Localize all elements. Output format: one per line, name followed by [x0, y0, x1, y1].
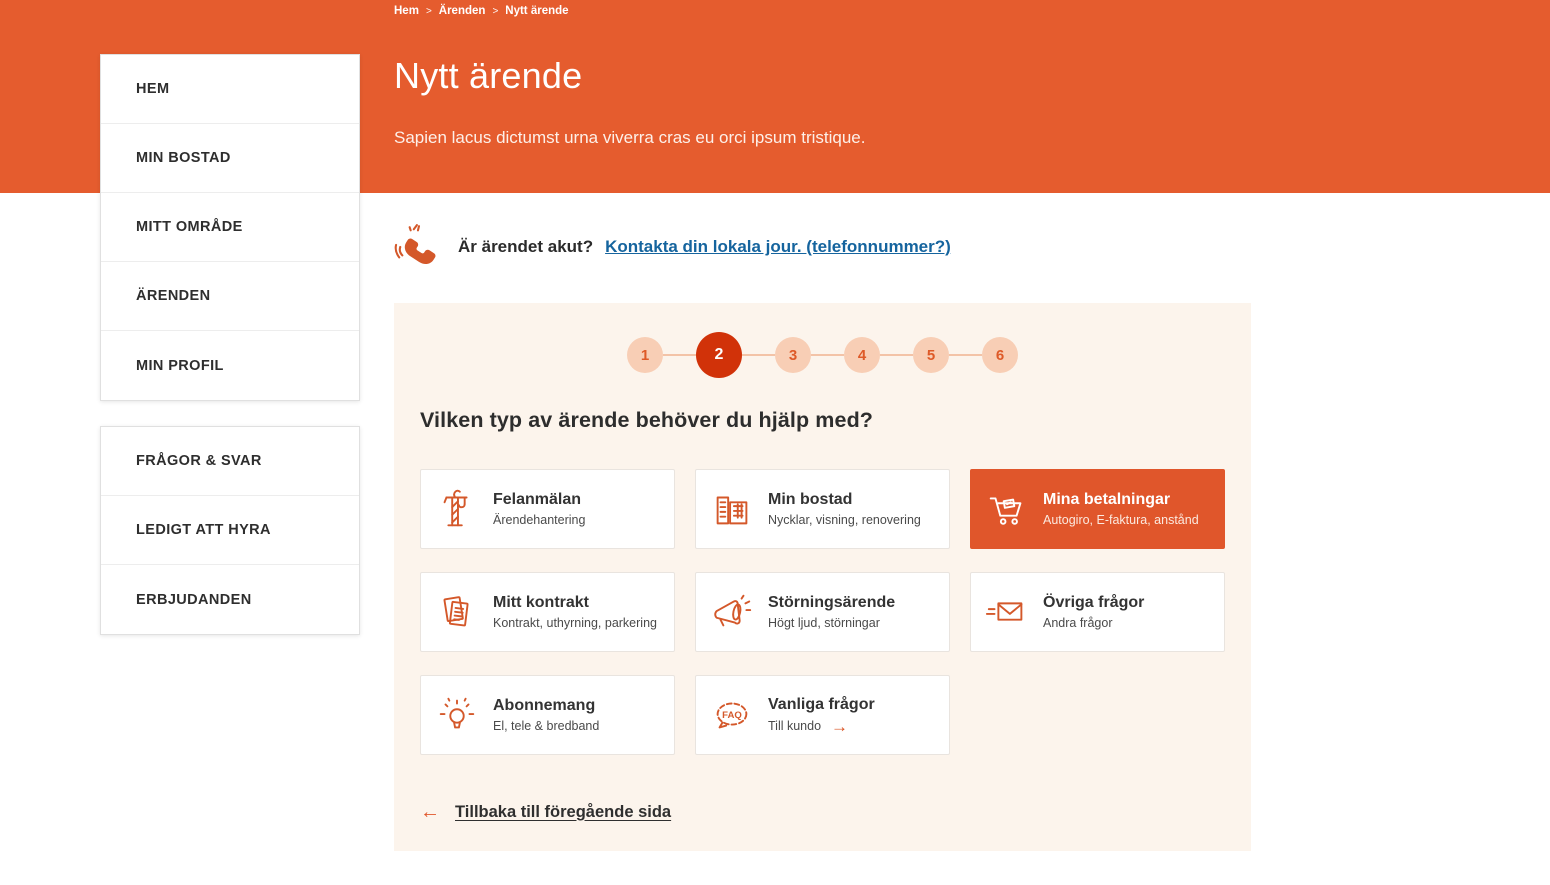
- step-3[interactable]: 3: [775, 337, 811, 373]
- sidebar-item-min-profil[interactable]: MIN PROFIL: [101, 331, 359, 400]
- breadcrumb-current: Nytt ärende: [505, 5, 569, 17]
- card-subtitle-text: Till kundo: [768, 719, 822, 733]
- card-text: [768, 696, 875, 735]
- card-title: Abonnemang: [493, 697, 596, 714]
- contract-icon: [434, 589, 480, 635]
- urgent-jour-link[interactable]: Kontakta din lokala jour. (telefonnummer?): [605, 237, 951, 256]
- card-min-bostad[interactable]: [695, 469, 950, 549]
- card-subtitle: Nycklar, visning, renovering: [768, 513, 921, 527]
- breadcrumb-arenden[interactable]: Ärenden: [438, 5, 486, 17]
- envelope-icon: [984, 589, 1030, 635]
- faq-icon: [709, 692, 755, 738]
- wizard-question: Vilken typ av ärende behöver du hjälp med?: [420, 408, 874, 432]
- arrow-left-icon: ←: [420, 801, 440, 823]
- lightbulb-icon: [434, 692, 480, 738]
- page-title: Nytt ärende: [394, 55, 583, 96]
- card-subtitle: Högt ljud, störningar: [768, 616, 880, 630]
- sidebar-primary-group: [100, 54, 360, 401]
- card-text: [768, 594, 895, 630]
- card-subtitle: Autogiro, E-faktura, anstånd: [1043, 513, 1199, 527]
- page-subtitle: Sapien lacus dictumst urna viverra cras eu orci ipsum tristique.: [394, 128, 866, 147]
- breadcrumb: [394, 5, 569, 17]
- step-6[interactable]: 6: [982, 337, 1018, 373]
- step-2-active[interactable]: 2: [696, 332, 742, 378]
- card-subtitle: Andra frågor: [1043, 616, 1113, 630]
- step-5[interactable]: 5: [913, 337, 949, 373]
- megaphone-icon: [709, 589, 755, 635]
- card-title: Mitt kontrakt: [493, 594, 589, 611]
- sidebar-item-fragor-svar[interactable]: FRÅGOR & SVAR: [101, 427, 359, 496]
- card-title: Felanmälan: [493, 491, 582, 508]
- urgent-contact-row: [394, 221, 951, 273]
- crane-icon: [434, 486, 480, 532]
- card-title: Mina betalningar: [1043, 491, 1171, 508]
- card-subtitle: Kontrakt, uthyrning, parkering: [493, 616, 657, 630]
- svg-text:FAQ: FAQ: [722, 709, 742, 721]
- card-text: [1043, 594, 1144, 630]
- urgent-question: Är ärendet akut?: [458, 237, 594, 256]
- card-subtitle: Ärendehantering: [493, 513, 586, 527]
- card-ovriga-fragor[interactable]: [970, 572, 1225, 652]
- sidebar-secondary-group: [100, 426, 360, 635]
- card-mina-betalningar[interactable]: [970, 469, 1225, 549]
- back-link-label: Tillbaka till föregående sida: [455, 802, 672, 821]
- step-connector: [949, 354, 982, 356]
- breadcrumb-separator: >: [425, 5, 432, 17]
- card-text: [493, 697, 599, 733]
- step-connector: [880, 354, 913, 356]
- breadcrumb-home[interactable]: Hem: [394, 5, 419, 17]
- card-vanliga-fragor[interactable]: [695, 675, 950, 755]
- step-1[interactable]: 1: [627, 337, 663, 373]
- card-subtitle: El, tele & bredband: [493, 719, 600, 733]
- card-mitt-kontrakt[interactable]: [420, 572, 675, 652]
- sidebar-item-mitt-omrade[interactable]: MITT OMRÅDE: [101, 193, 359, 262]
- card-title: Min bostad: [768, 491, 853, 508]
- card-felanmalan[interactable]: [420, 469, 675, 549]
- card-text: [493, 594, 657, 630]
- category-cards-grid: [420, 469, 1225, 755]
- card-storningsarende[interactable]: [695, 572, 950, 652]
- card-text: [493, 491, 585, 527]
- phone-icon: [394, 222, 444, 272]
- step-4[interactable]: 4: [844, 337, 880, 373]
- step-connector: [663, 354, 696, 356]
- card-title: Störningsärende: [768, 594, 896, 611]
- back-link[interactable]: [420, 802, 671, 822]
- sidebar-item-hem[interactable]: HEM: [101, 55, 359, 124]
- card-text: [768, 491, 921, 527]
- arrow-right-icon: →: [831, 716, 849, 736]
- card-abonnemang[interactable]: [420, 675, 675, 755]
- sidebar-item-ledigt-att-hyra[interactable]: LEDIGT ATT HYRA: [101, 496, 359, 565]
- step-connector: [742, 354, 775, 356]
- building-icon: [709, 486, 755, 532]
- card-subtitle: [768, 718, 875, 735]
- sidebar-item-arenden[interactable]: ÄRENDEN: [101, 262, 359, 331]
- card-text: [1043, 491, 1199, 527]
- wizard-stepper: [420, 332, 1225, 378]
- sidebar-item-min-bostad[interactable]: MIN BOSTAD: [101, 124, 359, 193]
- breadcrumb-separator: >: [492, 5, 499, 17]
- wizard-panel: [394, 303, 1251, 851]
- step-connector: [811, 354, 844, 356]
- card-title: Övriga frågor: [1043, 594, 1145, 611]
- card-title: Vanliga frågor: [768, 695, 875, 713]
- cart-icon: [984, 486, 1030, 532]
- sidebar-item-erbjudanden[interactable]: ERBJUDANDEN: [101, 565, 359, 634]
